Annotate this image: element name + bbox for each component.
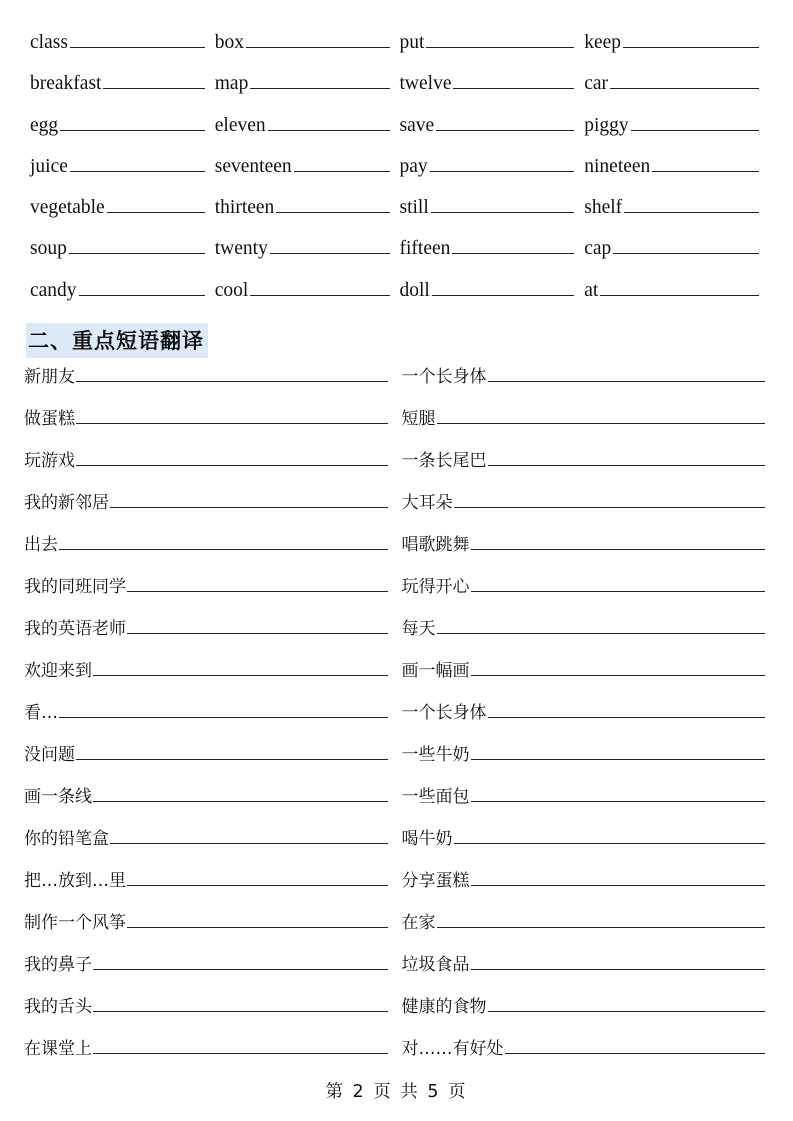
answer-blank[interactable] <box>268 115 390 131</box>
phrase-item <box>24 994 392 1036</box>
vocabulary-grid <box>24 28 769 305</box>
phrase-text: 健康的食物 <box>401 996 487 1017</box>
vocabulary-item <box>215 152 400 181</box>
answer-blank[interactable] <box>471 574 766 592</box>
phrase-item <box>24 532 392 574</box>
vocabulary-word: pay <box>399 155 428 177</box>
answer-blank[interactable] <box>471 868 766 886</box>
phrase-item <box>402 1036 770 1078</box>
phrase-text: 看… <box>24 702 58 723</box>
answer-blank[interactable] <box>127 910 388 928</box>
answer-blank[interactable] <box>488 448 766 466</box>
phrase-item <box>24 910 392 952</box>
phrase-text: 一条长尾巴 <box>401 450 487 471</box>
vocabulary-word: doll <box>399 279 430 301</box>
answer-blank[interactable] <box>437 406 766 424</box>
phrase-text: 每天 <box>401 618 436 639</box>
answer-blank[interactable] <box>437 616 766 634</box>
vocabulary-item <box>30 276 215 305</box>
answer-blank[interactable] <box>93 994 388 1012</box>
answer-blank[interactable] <box>246 32 390 48</box>
phrase-text: 画一条线 <box>24 786 92 807</box>
answer-blank[interactable] <box>437 910 766 928</box>
answer-blank[interactable] <box>431 197 574 213</box>
vocabulary-item <box>215 69 400 98</box>
answer-blank[interactable] <box>471 952 766 970</box>
answer-blank[interactable] <box>93 784 388 802</box>
answer-blank[interactable] <box>454 826 766 844</box>
vocabulary-item <box>215 111 400 140</box>
vocabulary-word: cool <box>214 279 249 301</box>
vocabulary-word: candy <box>30 279 77 301</box>
vocabulary-word: egg <box>30 114 59 136</box>
vocabulary-word: thirteen <box>214 197 275 218</box>
answer-blank[interactable] <box>76 448 388 466</box>
answer-blank[interactable] <box>107 197 205 213</box>
answer-blank[interactable] <box>488 994 766 1012</box>
answer-blank[interactable] <box>93 658 388 676</box>
vocabulary-item <box>30 69 215 98</box>
section-heading-text: 二、重点短语翻译 <box>26 323 208 358</box>
vocabulary-word: map <box>214 73 249 95</box>
page-number-text: 第 2 页 共 5 页 <box>325 1082 468 1102</box>
phrase-item <box>24 574 392 616</box>
vocabulary-word: still <box>399 197 429 218</box>
answer-blank[interactable] <box>623 32 759 48</box>
answer-blank[interactable] <box>505 1036 766 1054</box>
answer-blank[interactable] <box>60 115 205 131</box>
vocabulary-item <box>400 234 585 263</box>
vocabulary-word: juice <box>30 155 68 177</box>
answer-blank[interactable] <box>471 532 766 550</box>
phrase-text: 垃圾食品 <box>401 954 470 975</box>
answer-blank[interactable] <box>471 742 766 760</box>
vocabulary-word: twenty <box>214 238 268 260</box>
answer-blank[interactable] <box>436 115 574 131</box>
vocabulary-word: nineteen <box>584 155 651 177</box>
vocabulary-item <box>30 28 215 57</box>
vocabulary-word: keep <box>584 32 622 53</box>
phrase-item <box>402 742 770 784</box>
answer-blank[interactable] <box>600 280 759 296</box>
phrase-item <box>402 364 770 406</box>
vocabulary-word: at <box>584 279 599 301</box>
phrase-item <box>24 448 392 490</box>
answer-blank[interactable] <box>59 700 388 718</box>
answer-blank[interactable] <box>270 238 390 254</box>
vocabulary-word: save <box>399 114 435 136</box>
vocabulary-word: breakfast <box>30 73 102 95</box>
answer-blank[interactable] <box>454 490 766 508</box>
phrase-text: 短腿 <box>401 408 436 429</box>
answer-blank[interactable] <box>613 238 759 254</box>
answer-blank[interactable] <box>70 156 205 172</box>
vocabulary-item <box>215 234 400 263</box>
phrase-item <box>402 952 770 994</box>
vocabulary-item <box>584 193 769 222</box>
phrase-item <box>402 910 770 952</box>
phrase-text: 一些牛奶 <box>401 744 470 765</box>
answer-blank[interactable] <box>93 952 388 970</box>
vocabulary-item <box>215 276 400 305</box>
phrase-item <box>402 532 770 574</box>
phrase-text: 大耳朵 <box>401 492 453 513</box>
vocabulary-item <box>584 276 769 305</box>
answer-blank[interactable] <box>127 868 388 886</box>
phrase-text: 做蛋糕 <box>24 408 75 429</box>
phrase-text: 我的新邻居 <box>24 492 109 513</box>
vocabulary-word: put <box>399 32 425 53</box>
phrase-text: 制作一个风筝 <box>24 912 126 933</box>
vocabulary-item <box>400 152 585 181</box>
answer-blank[interactable] <box>103 73 204 89</box>
phrase-item <box>402 868 770 910</box>
phrase-item <box>24 742 392 784</box>
vocabulary-word: fifteen <box>399 238 451 260</box>
answer-blank[interactable] <box>631 115 759 131</box>
vocabulary-word: eleven <box>214 114 266 136</box>
phrase-text: 新朋友 <box>24 366 75 387</box>
vocabulary-word: shelf <box>584 197 623 218</box>
answer-blank[interactable] <box>452 238 574 254</box>
answer-blank[interactable] <box>426 32 574 48</box>
vocabulary-word: piggy <box>584 114 629 136</box>
answer-blank[interactable] <box>610 73 759 89</box>
phrase-text: 喝牛奶 <box>401 828 453 849</box>
vocabulary-item <box>30 152 215 181</box>
vocabulary-word: cap <box>584 238 612 260</box>
answer-blank[interactable] <box>76 742 388 760</box>
answer-blank[interactable] <box>430 156 575 172</box>
answer-blank[interactable] <box>471 784 766 802</box>
phrase-item <box>402 784 770 826</box>
phrase-text: 我的舌头 <box>24 996 92 1017</box>
answer-blank[interactable] <box>294 156 390 172</box>
phrase-text: 在家 <box>401 912 436 933</box>
answer-blank[interactable] <box>652 156 759 172</box>
vocabulary-word: twelve <box>399 73 452 95</box>
vocabulary-item <box>584 69 769 98</box>
phrase-text: 一个长身体 <box>401 366 487 387</box>
phrase-item <box>24 616 392 658</box>
answer-blank[interactable] <box>250 280 389 296</box>
answer-blank[interactable] <box>93 1036 388 1054</box>
phrase-text: 玩游戏 <box>24 450 75 471</box>
vocabulary-word: vegetable <box>30 197 105 218</box>
vocabulary-item <box>30 234 215 263</box>
vocabulary-item <box>400 193 585 222</box>
phrase-item <box>24 826 392 868</box>
answer-blank[interactable] <box>250 73 389 89</box>
vocabulary-item <box>584 28 769 57</box>
phrase-item <box>24 364 392 406</box>
phrase-text: 在课堂上 <box>24 1038 92 1059</box>
phrase-item <box>24 868 392 910</box>
phrase-item <box>24 658 392 700</box>
phrase-item <box>402 616 770 658</box>
answer-blank[interactable] <box>127 574 388 592</box>
vocabulary-item <box>30 111 215 140</box>
phrase-item <box>402 574 770 616</box>
phrase-text: 出去 <box>24 534 58 555</box>
vocabulary-item <box>584 111 769 140</box>
phrase-text: 唱歌跳舞 <box>401 534 470 555</box>
phrase-text: 分享蛋糕 <box>401 870 470 891</box>
vocabulary-word: class <box>30 32 68 53</box>
phrase-item <box>24 784 392 826</box>
phrase-text: 我的英语老师 <box>24 618 126 639</box>
vocabulary-word: soup <box>30 238 67 260</box>
answer-blank[interactable] <box>59 532 388 550</box>
phrase-item <box>402 700 770 742</box>
phrase-text: 把…放到…里 <box>24 870 126 891</box>
answer-blank[interactable] <box>76 406 388 424</box>
phrase-item <box>24 700 392 742</box>
phrase-text: 你的铅笔盒 <box>24 828 109 849</box>
phrase-text: 欢迎来到 <box>24 660 92 681</box>
phrase-text: 对……有好处 <box>401 1038 504 1059</box>
phrase-item <box>402 994 770 1036</box>
answer-blank[interactable] <box>624 197 759 213</box>
vocabulary-item <box>584 152 769 181</box>
answer-blank[interactable] <box>276 197 389 213</box>
phrase-item <box>402 826 770 868</box>
answer-blank[interactable] <box>471 658 766 676</box>
answer-blank[interactable] <box>76 364 388 382</box>
vocabulary-item <box>400 111 585 140</box>
vocabulary-word: box <box>214 32 244 53</box>
answer-blank[interactable] <box>70 32 205 48</box>
phrase-item <box>24 490 392 532</box>
vocabulary-item <box>400 28 585 57</box>
vocabulary-item <box>215 193 400 222</box>
phrase-text: 画一幅画 <box>401 660 470 681</box>
section-heading <box>24 323 769 358</box>
answer-blank[interactable] <box>110 826 388 844</box>
phrase-item <box>24 406 392 448</box>
vocabulary-item <box>400 276 585 305</box>
phrase-text: 一个长身体 <box>401 702 487 723</box>
answer-blank[interactable] <box>488 700 766 718</box>
vocabulary-word: car <box>584 73 609 95</box>
phrase-text: 一些面包 <box>401 786 470 807</box>
answer-blank[interactable] <box>69 238 205 254</box>
vocabulary-item <box>400 69 585 98</box>
answer-blank[interactable] <box>432 280 574 296</box>
vocabulary-item <box>30 193 215 222</box>
answer-blank[interactable] <box>488 364 766 382</box>
page-footer <box>0 1078 793 1103</box>
phrase-item <box>24 952 392 994</box>
phrase-item <box>24 1036 392 1078</box>
phrase-text: 我的同班同学 <box>24 576 126 597</box>
phrase-item <box>402 490 770 532</box>
answer-blank[interactable] <box>110 490 388 508</box>
phrase-item <box>402 406 770 448</box>
phrase-item <box>402 448 770 490</box>
vocabulary-item <box>215 28 400 57</box>
phrase-text: 玩得开心 <box>401 576 470 597</box>
answer-blank[interactable] <box>453 73 574 89</box>
phrase-text: 没问题 <box>24 744 75 765</box>
answer-blank[interactable] <box>127 616 388 634</box>
vocabulary-item <box>584 234 769 263</box>
answer-blank[interactable] <box>79 280 205 296</box>
vocabulary-word: seventeen <box>214 155 292 177</box>
phrase-text: 我的鼻子 <box>24 954 92 975</box>
phrase-translation-grid <box>24 364 769 1078</box>
phrase-item <box>402 658 770 700</box>
